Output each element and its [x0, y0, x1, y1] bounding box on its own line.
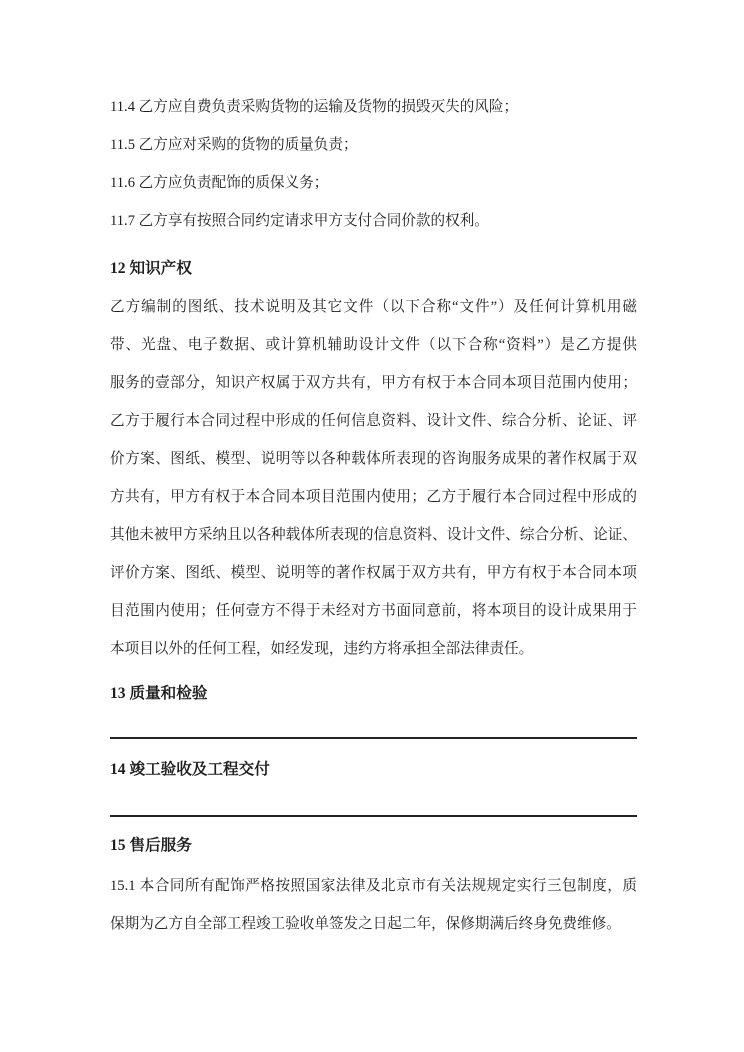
paragraph-line: 评价方案、图纸、模型、说明等的著作权属于双方共有，甲方有权于本合同本项	[110, 565, 637, 581]
paragraph-line: 价方案、图纸、模型、说明等以各种载体所表现的咨询服务成果的著作权属于双	[110, 451, 637, 467]
paragraph-line: 目范围内使用；任何壹方不得于未经对方书面同意前，将本项目的设计成果用于	[110, 603, 637, 619]
paragraph-line: 带、光盘、电子数据、或计算机辅助设计文件（以下合称“资料”）是乙方提供	[110, 337, 637, 353]
clause-11-6: 11.6 乙方应负责配饰的质保义务；	[110, 175, 329, 191]
paragraph-line: 其他未被甲方采纳且以各种载体所表现的信息资料、设计文件、综合分析、论证、	[110, 527, 637, 543]
paragraph-line: 本项目以外的任何工程，如经发现，违约方将承担全部法律责任。	[110, 641, 534, 657]
paragraph-line: 15.1 本合同所有配饰严格按照国家法律及北京市有关法规规定实行三包制度，质	[110, 878, 637, 894]
paragraph-line: 乙方于履行本合同过程中形成的任何信息资料、设计文件、综合分析、论证、评	[110, 413, 637, 429]
clause-15-1-paragraph	[110, 867, 637, 943]
paragraph-line: 保期为乙方自全部工程竣工验收单签发之日起二年，保修期满后终身免费维修。	[110, 916, 621, 932]
section-12-paragraph	[110, 288, 637, 668]
clause-11-5: 11.5 乙方应对采购的货物的质量负责；	[110, 137, 358, 153]
blank-line-divider	[110, 737, 637, 739]
paragraph-line: 方共有，甲方有权于本合同本项目范围内使用；乙方于履行本合同过程中形成的	[110, 489, 637, 505]
paragraph-line: 服务的壹部分，知识产权属于双方共有，甲方有权于本合同本项目范围内使用；	[110, 375, 637, 391]
blank-line-divider	[110, 815, 637, 817]
paragraph-line: 乙方编制的图纸、技术说明及其它文件（以下合称“文件”）及任何计算机用磁	[110, 299, 637, 315]
section-heading-15: 15 售后服务	[110, 837, 192, 854]
section-heading-14: 14 竣工验收及工程交付	[110, 761, 270, 778]
section-heading-12: 12 知识产权	[110, 260, 192, 277]
clause-11-7: 11.7 乙方享有按照合同约定请求甲方支付合同价款的权利。	[110, 213, 489, 229]
clause-11-4: 11.4 乙方应自费负责采购货物的运输及货物的损毁灭失的风险；	[110, 99, 519, 115]
section-heading-13: 13 质量和检验	[110, 685, 208, 702]
